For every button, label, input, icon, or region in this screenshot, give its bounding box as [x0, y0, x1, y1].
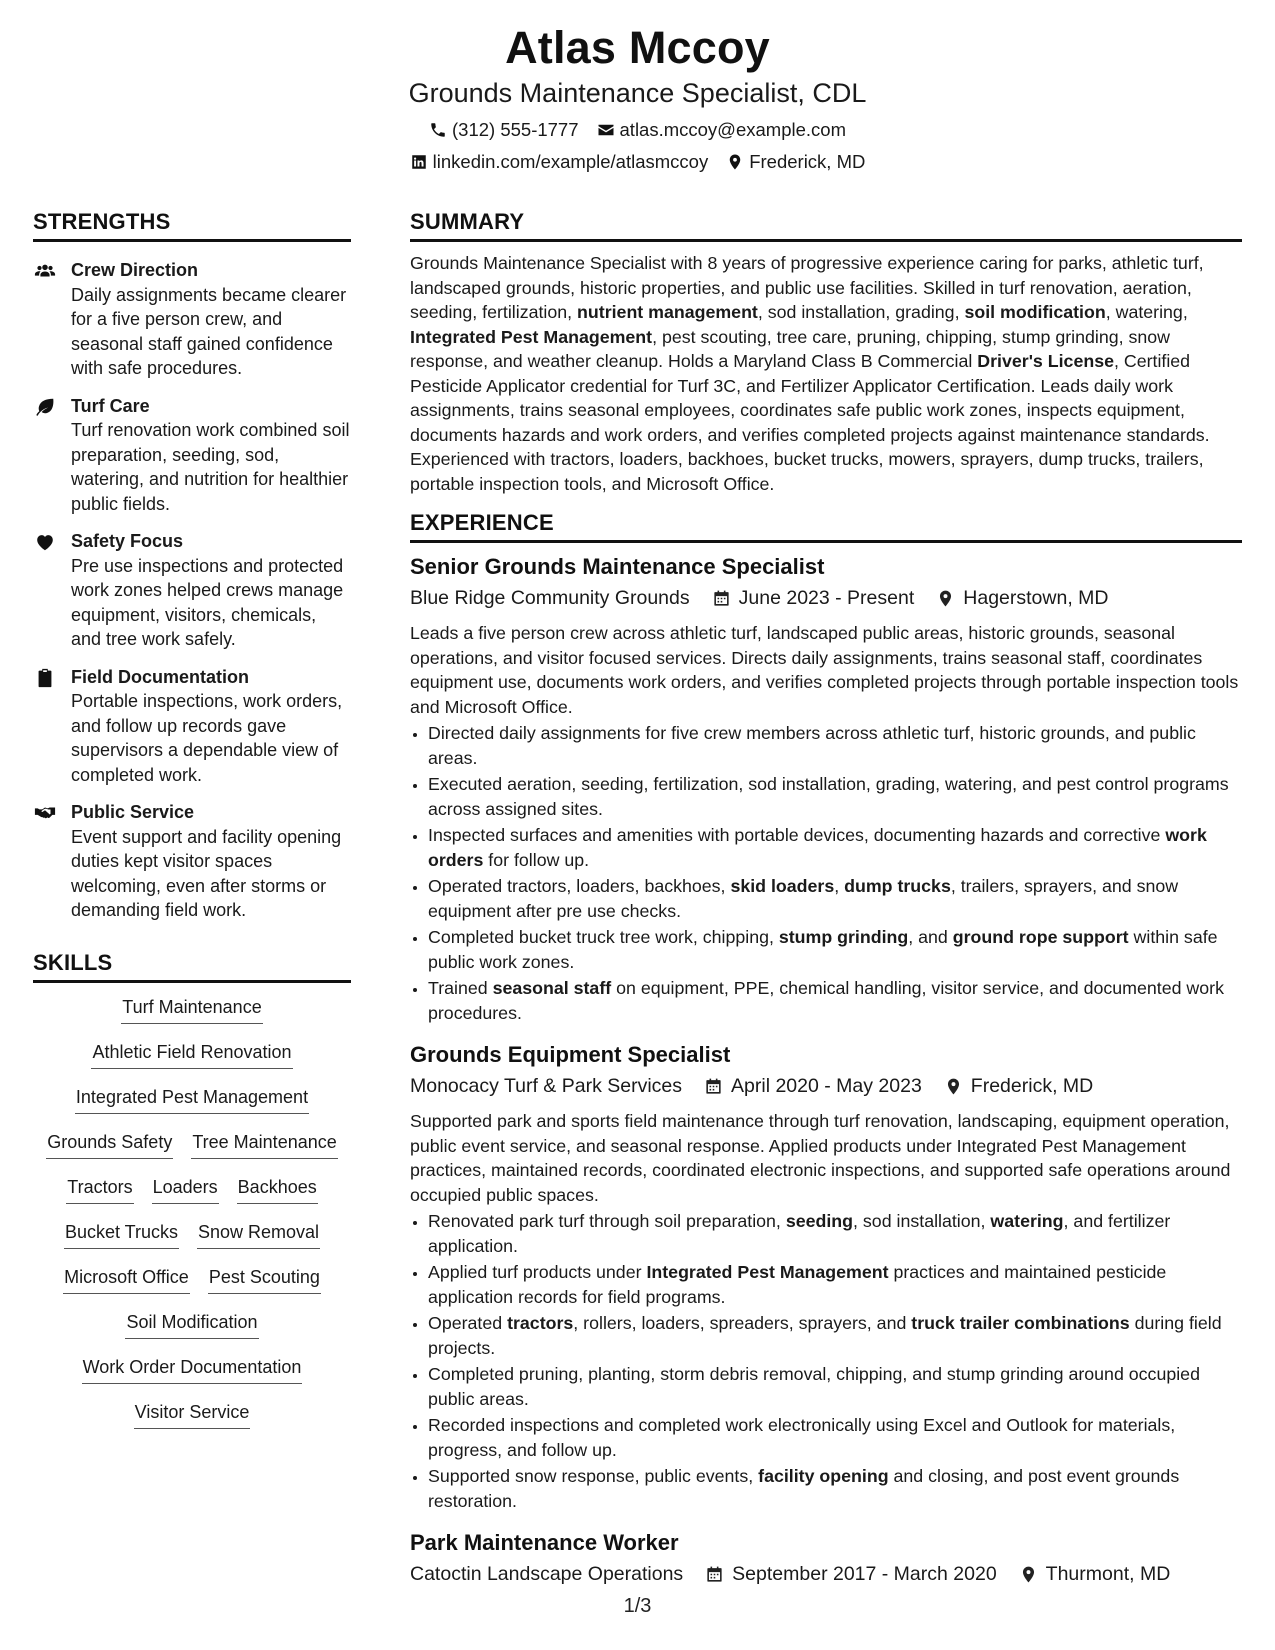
- text-run: , sod installation,: [853, 1211, 991, 1231]
- text-run: on equipment, PPE, chemical handling, visitor service, and documented work procedures.: [428, 978, 1224, 1023]
- clipboard-icon: [33, 667, 57, 689]
- skill-tag: Soil Modification: [125, 1310, 258, 1339]
- calendar-icon: [705, 1565, 724, 1584]
- text-run: , watering,: [1105, 302, 1188, 322]
- contact-location: [726, 150, 865, 174]
- job-title: Grounds Equipment Specialist: [410, 1042, 731, 1067]
- skill-tag: Work Order Documentation: [82, 1355, 303, 1384]
- map-marker-icon: [1019, 1565, 1038, 1584]
- job-meta: [410, 1072, 1242, 1100]
- skill-row: [66, 1175, 317, 1220]
- skill-tag: Snow Removal: [197, 1220, 320, 1249]
- experience-list: [410, 553, 1242, 1588]
- strength-title: Field Documentation: [71, 666, 250, 687]
- skills-list: [33, 995, 351, 1445]
- candidate-name: Atlas Mccoy: [505, 22, 770, 73]
- text-run: Executed aeration, seeding, fertilization, sod installation, grading, watering, and pest control programs across assigned sites.: [428, 774, 1229, 819]
- job-dates: April 2020 - May 2023: [731, 1075, 922, 1097]
- phone-text: (312) 555-1777: [452, 119, 579, 140]
- skill-tag: Integrated Pest Management: [75, 1085, 309, 1114]
- skills-heading: SKILLS: [33, 949, 351, 983]
- strength-item: [33, 258, 351, 381]
- bold-text: nutrient management: [577, 302, 758, 322]
- job-meta: [410, 1560, 1242, 1588]
- text-run: , pest scouting, tree care, pruning, chipping, stump grinding, snow response, and weather cleanup. Holds a Maryland Class B Commercial: [410, 326, 1171, 371]
- strength-item: [33, 529, 351, 652]
- text-run: and closing, and post event grounds restoration.: [428, 1466, 1180, 1511]
- skill-tag: Visitor Service: [134, 1400, 251, 1429]
- job-bullet: [428, 1311, 1242, 1360]
- job-entry: [410, 1041, 1242, 1513]
- skill-tag: Pest Scouting: [208, 1265, 321, 1294]
- skill-tag: Tree Maintenance: [191, 1130, 337, 1159]
- job-bullet: [428, 874, 1242, 923]
- location-text: Frederick, MD: [749, 151, 866, 172]
- text-run: ,: [834, 876, 845, 896]
- skill-row: [46, 1130, 338, 1175]
- strength-icon-wrap: [33, 800, 71, 923]
- job-bullet: [428, 823, 1242, 872]
- email-text: atlas.mccoy@example.com: [619, 119, 846, 140]
- skill-tag: Loaders: [152, 1175, 219, 1204]
- job-entry: [410, 553, 1242, 1025]
- calendar-icon: [704, 1077, 723, 1096]
- skill-row: [75, 1085, 309, 1130]
- strength-item: [33, 800, 351, 923]
- strength-text: Pre use inspections and protected work zones helped crews manage equipment, visitors, chemicals, and tree work safely.: [71, 555, 344, 649]
- job-company: Blue Ridge Community Grounds: [410, 587, 690, 609]
- strength-body: [71, 529, 351, 652]
- job-location: Hagerstown, MD: [963, 587, 1109, 609]
- strength-body: [71, 394, 351, 517]
- text-run: , Certified Pesticide Applicator credential for Turf 3C, and Fertilizer Applicator Certification. Leads daily work assignments, trains seasonal employees, coordinates safe public work zones, inspects equipment, documents hazards and work orders, and verifies completed projects against maintenance standards. Experienced with tractors, loaders, backhoes, bucket trucks, mowers, sprayers, dump trucks, trailers, portable inspection tools, and Microsoft Office.: [410, 351, 1210, 494]
- contact-row-2: [0, 150, 1275, 174]
- job-bullet: [428, 1362, 1242, 1411]
- bold-text: Integrated Pest Management: [646, 1262, 889, 1282]
- text-run: Inspected surfaces and amenities with portable devices, documenting hazards and corrective: [428, 825, 1166, 845]
- strength-text: Turf renovation work combined soil preparation, seeding, sod, watering, and nutrition for healthier public fields.: [71, 420, 350, 514]
- job-bullet: [428, 721, 1242, 770]
- text-run: , sod installation, grading,: [757, 302, 965, 322]
- strength-item: [33, 665, 351, 788]
- bold-text: seasonal staff: [492, 978, 612, 998]
- job-entry: [410, 1529, 1242, 1588]
- strengths-list: [33, 258, 351, 923]
- strength-title: Crew Direction: [71, 260, 199, 280]
- envelope-icon: [597, 121, 615, 139]
- job-title: Senior Grounds Maintenance Specialist: [410, 554, 825, 579]
- contact-linkedin[interactable]: [410, 150, 709, 174]
- bold-text: dump trucks: [844, 876, 951, 896]
- text-run: within safe public work zones.: [428, 927, 1218, 972]
- bold-text: work orders: [428, 825, 1207, 870]
- summary-text: [410, 251, 1242, 496]
- strength-icon-wrap: [33, 258, 71, 381]
- bold-text: tractors: [507, 1313, 574, 1333]
- bold-text: ground rope support: [952, 927, 1129, 947]
- job-company: Monocacy Turf & Park Services: [410, 1075, 683, 1097]
- text-run: Grounds Maintenance Specialist with 8 years of progressive experience caring for parks, athletic turf, landscaped grounds, historic properties, and public use facilities. Skilled in turf renovation, aeration, seeding, fertilization,: [410, 253, 1204, 322]
- text-run: , and: [908, 927, 953, 947]
- right-column: [410, 208, 1242, 1588]
- bold-text: seeding: [785, 1211, 854, 1231]
- job-bullet: [428, 1464, 1242, 1513]
- bold-text: Integrated Pest Management: [410, 326, 653, 347]
- job-bullet: [428, 1413, 1242, 1462]
- skill-tag: Backhoes: [237, 1175, 318, 1204]
- text-run: Renovated park turf through soil preparation,: [428, 1211, 786, 1231]
- skill-tag: Turf Maintenance: [121, 995, 262, 1024]
- job-bullets: [410, 721, 1242, 1025]
- job-location: Frederick, MD: [970, 1075, 1094, 1097]
- text-run: Trained: [428, 978, 493, 998]
- strength-body: [71, 665, 351, 788]
- summary-heading: SUMMARY: [410, 208, 1242, 242]
- job-company: Catoctin Landscape Operations: [410, 1563, 684, 1585]
- bold-text: skid loaders: [730, 876, 835, 896]
- heart-icon: [33, 531, 57, 553]
- text-run: Completed pruning, planting, storm debris removal, chipping, and stump grinding around occupied public areas.: [428, 1364, 1200, 1409]
- skill-tag: Grounds Safety: [46, 1130, 173, 1159]
- strength-text: Event support and facility opening duties kept visitor spaces welcoming, even after storms or demanding field work.: [71, 826, 342, 920]
- phone-icon: [429, 121, 447, 139]
- linkedin-icon: [410, 153, 428, 171]
- bold-text: watering: [990, 1211, 1064, 1231]
- strength-body: [71, 258, 351, 381]
- strength-text: Daily assignments became clearer for a five person crew, and seasonal staff gained confidence with safe procedures.: [71, 284, 347, 378]
- skill-tag: Tractors: [66, 1175, 133, 1204]
- leaf-icon: [33, 396, 57, 418]
- strengths-heading: STRENGTHS: [33, 208, 351, 242]
- job-bullet: [428, 1209, 1242, 1258]
- skill-row: [125, 1310, 258, 1355]
- strength-title: Safety Focus: [71, 531, 184, 551]
- skill-tag: Microsoft Office: [63, 1265, 190, 1294]
- text-run: Applied turf products under: [428, 1262, 647, 1282]
- experience-heading: EXPERIENCE: [410, 509, 1242, 543]
- skill-tag: Athletic Field Renovation: [91, 1040, 292, 1069]
- text-run: practices and maintained pesticide application records for field programs.: [428, 1262, 1167, 1307]
- text-run: Operated: [428, 1313, 508, 1333]
- text-run: , rollers, loaders, spreaders, sprayers, and: [573, 1313, 912, 1333]
- text-run: , and fertilizer application.: [428, 1211, 1171, 1256]
- strength-title: Turf Care: [71, 395, 150, 416]
- skill-row: [63, 1265, 321, 1310]
- text-run: during field projects.: [428, 1313, 1222, 1358]
- strength-icon-wrap: [33, 394, 71, 517]
- bold-text: Driver's License: [977, 351, 1114, 371]
- job-bullet: [428, 772, 1242, 821]
- map-marker-icon: [936, 589, 955, 608]
- text-run: Directed daily assignments for five crew members across athletic turf, historic grounds, and public areas.: [428, 723, 1196, 768]
- strength-icon-wrap: [33, 665, 71, 788]
- job-bullets: [410, 1209, 1242, 1513]
- text-run: Operated tractors, loaders, backhoes,: [428, 876, 731, 896]
- bold-text: facility opening: [758, 1466, 889, 1486]
- job-dates: June 2023 - Present: [738, 587, 915, 609]
- handshake-icon: [33, 802, 57, 824]
- skill-row: [121, 995, 262, 1040]
- strength-item: [33, 394, 351, 517]
- candidate-title: Grounds Maintenance Specialist, CDL: [408, 78, 867, 108]
- skill-row: [134, 1400, 251, 1445]
- job-location: Thurmont, MD: [1045, 1563, 1171, 1585]
- strength-title: Public Service: [71, 802, 195, 822]
- skill-tag: Bucket Trucks: [64, 1220, 179, 1249]
- map-marker-icon: [944, 1077, 963, 1096]
- calendar-icon: [712, 589, 731, 608]
- text-run: Recorded inspections and completed work electronically using Excel and Outlook for materials, progress, and follow up.: [428, 1415, 1176, 1460]
- skill-row: [82, 1355, 303, 1400]
- skill-row: [64, 1220, 320, 1265]
- job-bullet: [428, 1260, 1242, 1309]
- job-bullet: [428, 976, 1242, 1025]
- job-meta: [410, 584, 1242, 612]
- left-column: [33, 208, 351, 1445]
- skill-row: [91, 1040, 292, 1085]
- text-run: Supported snow response, public events,: [428, 1466, 759, 1486]
- contact-email[interactable]: [597, 118, 846, 142]
- strength-body: [71, 800, 351, 923]
- bold-text: soil modification: [964, 302, 1106, 322]
- text-run: for follow up.: [483, 849, 590, 870]
- strength-icon-wrap: [33, 529, 71, 652]
- job-bullet: [428, 925, 1242, 974]
- strength-text: Portable inspections, work orders, and follow up records gave supervisors a dependable view of completed work.: [71, 691, 343, 785]
- text-run: Completed bucket truck tree work, chipping,: [428, 927, 779, 947]
- contact-row-1: [0, 118, 1275, 142]
- contact-phone[interactable]: [429, 118, 579, 142]
- linkedin-text: linkedin.com/example/atlasmccoy: [432, 151, 709, 172]
- map-marker-icon: [726, 153, 744, 171]
- text-run: , trailers, sprayers, and snow equipment after pre use checks.: [428, 876, 1179, 921]
- bold-text: stump grinding: [778, 927, 909, 947]
- job-title: Park Maintenance Worker: [410, 1530, 679, 1555]
- resume-header: [0, 20, 1275, 174]
- page-number: 1/3: [623, 1595, 652, 1617]
- users-icon: [33, 260, 57, 282]
- job-dates: September 2017 - March 2020: [732, 1563, 997, 1585]
- job-description: Supported park and sports field maintenance through turf renovation, landscaping, equipment operation, public event service, and seasonal response. Applied products under Integrated Pest Management practices, maintained records, coordinated electronic inspections, and supported safe operations around occupied public spaces.: [410, 1111, 1231, 1205]
- job-description: Leads a five person crew across athletic turf, landscaped public areas, historic grounds, seasonal operations, and visitor focused services. Directs daily assignments, trains seasonal staff, coordinates equipment use, documents work orders, and verifies completed projects through portable inspection tools and Microsoft Office.: [410, 623, 1239, 717]
- bold-text: truck trailer combinations: [911, 1313, 1130, 1333]
